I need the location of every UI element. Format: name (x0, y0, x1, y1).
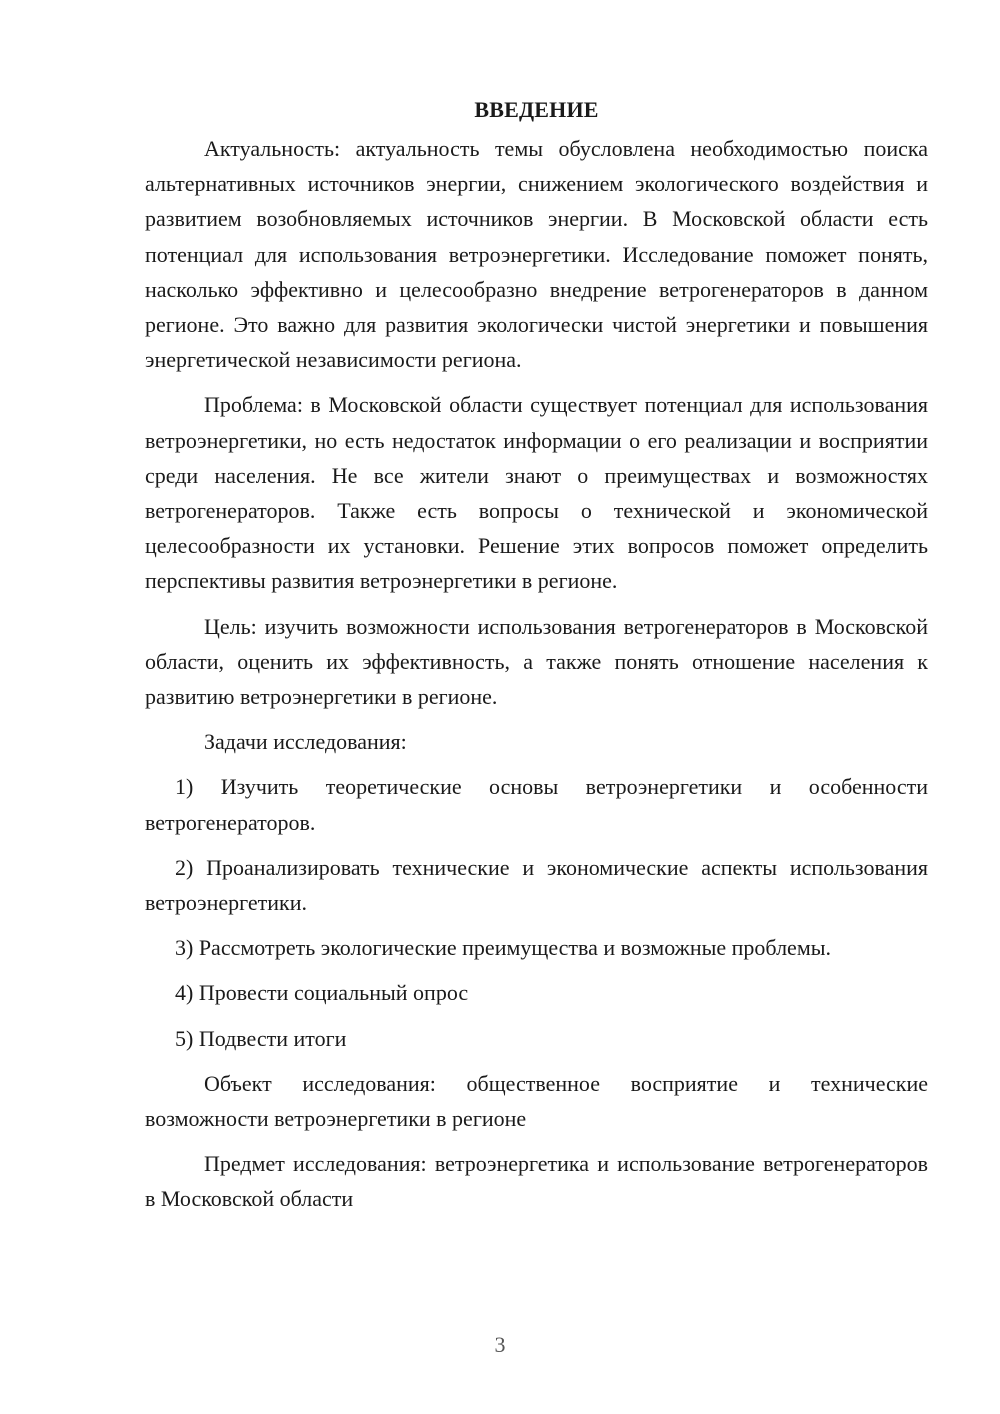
task-item-3: 3) Рассмотреть экологические преимущества и возможные проблемы. (175, 935, 832, 961)
page-number: 3 (494, 1332, 506, 1357)
task-item-5: 5) Подвести итоги (175, 1025, 347, 1051)
section-title: ВВЕДЕНИЕ (474, 97, 599, 122)
task-item-1: 1) Изучить теоретические основы ветроэнергетики и особенности ветрогенераторов. (145, 774, 928, 835)
subject-paragraph: Предмет исследования: ветроэнергетика и использование ветрогенераторов в Московской области (145, 1151, 928, 1212)
task-item-4: 4) Провести социальный опрос (175, 980, 469, 1006)
task-item-2: 2) Проанализировать технические и экономические аспекты использования ветроэнергетики. (145, 854, 928, 916)
relevance-paragraph: Актуальность: актуальность темы обусловлена необходимостью поиска альтернативных источников энергии, снижением экологического воздействия и развитием возобновляемых источников энергии. В Московской области есть потенциал для использования ветроэнергетики. Исследование поможет понять, насколько эффективно и целесообразно внедрение ветрогенераторов в данном регионе. Это важно для развития экологически чистой энергетики и повышения энергетической независимости региона. (145, 136, 928, 373)
goal-paragraph: Цель: изучить возможности использования ветрогенераторов в Московской области, оценить их эффективность, а также понять отношение населения к развитию ветроэнергетики в регионе. (145, 613, 928, 710)
document-page (145, 92, 928, 1227)
tasks-heading: Задачи исследования: (204, 729, 407, 755)
problem-paragraph: Проблема: в Московской области существует потенциал для использования ветроэнергетики, но есть недостаток информации о его реализации и восприятии среди населения. Не все жители знают о преимуществах и возможностях ветрогенераторов. Также есть вопросы о технической и экономической целесообразности их установки. Решение этих вопросов поможет определить перспективы развития ветроэнергетики в регионе. (145, 392, 928, 594)
object-paragraph: Объект исследования: общественное восприятие и технические возможности ветроэнергетики в регионе (145, 1070, 928, 1132)
